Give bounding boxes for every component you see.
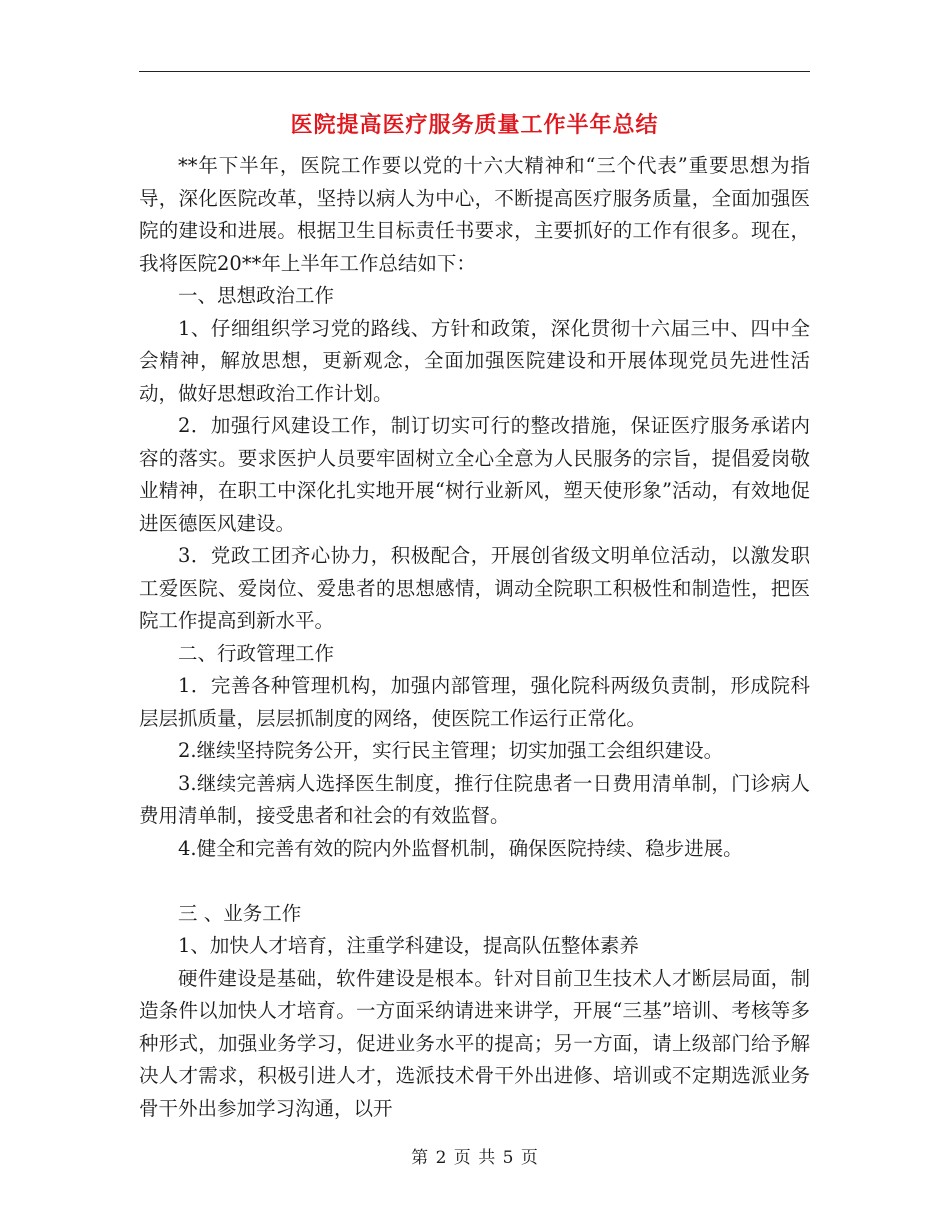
document-body: [139, 150, 810, 1125]
section-heading-business: 三 、业务工作: [178, 901, 302, 925]
header-rule: [139, 71, 810, 72]
paragraph-political-3: 3．党政工团齐心协力，积极配合，开展创省级文明单位活动，以激发职工爱医院、爱岗位、爱患者的思想感情，调动全院职工积极性和制造性，把医院工作提高到新水平。: [139, 544, 810, 632]
paragraph-admin-1: 1．完善各种管理机构，加强内部管理，强化院科两级负责制，形成院科层层抓质量，层层抓制度的网络，使医院工作运行正常化。: [139, 674, 810, 730]
paragraph-admin-3: 3.继续完善病人选择医生制度，推行住院患者一日费用清单制，门诊病人费用清单制，接受患者和社会的有效监督。: [139, 771, 810, 827]
document-title: 医院提高医疗服务质量工作半年总结: [290, 112, 659, 138]
paragraph-political-2: 2．加强行风建设工作，制订切实可行的整改措施，保证医疗服务承诺内容的落实。要求医护人员要牢固树立全心全意为人民服务的宗旨，提倡爱岗敬业精神，在职工中深化扎实地开展“树行业新风，塑天使形象”活动，有效地促进医德医风建设。: [139, 414, 810, 535]
paragraph-business-1: 硬件建设是基础，软件建设是根本。针对目前卫生技术人才断层局面，制造条件以加快人才培育。一方面采纳请进来讲学，开展“三基”培训、考核等多种形式，加强业务学习，促进业务水平的提高；另一方面，请上级部门给予解决人才需求，积极引进人才，选派技术骨干外出进修、培训或不定期选派业务骨干外出参加学习沟通，以开: [139, 966, 810, 1120]
paragraph-admin-4: 4.健全和完善有效的院内外监督机制，确保医院持续、稳步进展。: [178, 836, 743, 860]
paragraph-political-1: 1、仔细组织学习党的路线、方针和政策，深化贯彻十六届三中、四中全会精神，解放思想，更新观念，全面加强医院建设和开展体现党员先进性活动，做好思想政治工作计划。: [139, 316, 810, 405]
page-number: 第 2 页 共 5 页: [411, 1148, 539, 1168]
section-heading-admin: 二、行政管理工作: [178, 641, 335, 665]
paragraph-intro: **年下半年，医院工作要以党的十六大精神和“三个代表”重要思想为指导，深化医院改革，坚持以病人为中心，不断提高医疗服务质量，全面加强医院的建设和进展。根据卫生目标责任书要求，主要抓好的工作有很多。现在，我将医院20**年上半年工作总结如下：: [139, 154, 810, 275]
paragraph-admin-2: 2.继续坚持院务公开，实行民主管理；切实加强工会组织建设。: [178, 739, 724, 762]
section-heading-political: 一、思想政治工作: [178, 284, 335, 307]
blank-line: [139, 865, 810, 898]
paragraph-business-subheading: 1、加快人才培育，注重学科建设，提高队伍整体素养: [178, 934, 639, 957]
